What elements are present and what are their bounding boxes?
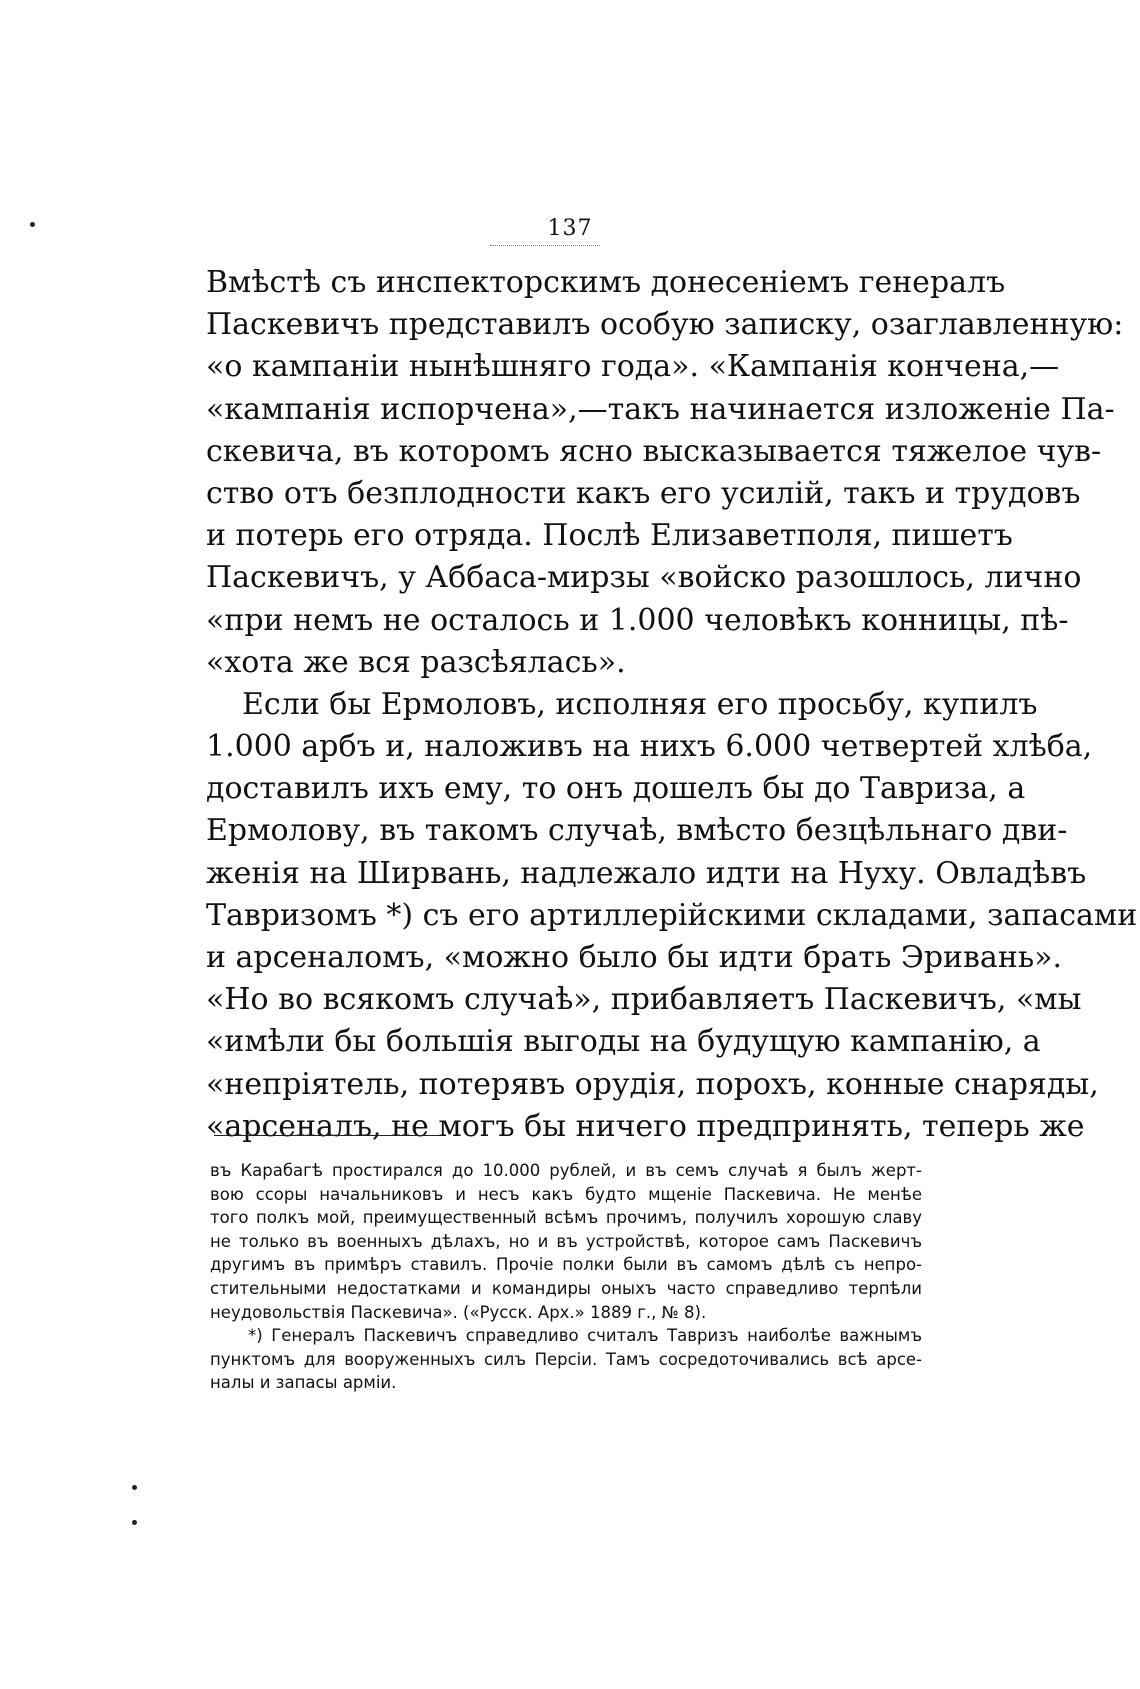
- text-line: Ермолову, въ такомъ случаѣ, вмѣсто безцѣльнаго дви-: [206, 813, 1068, 849]
- footnote-line: *) Генералъ Паскевичъ справедливо считалъ Тавризъ наиболѣе важнымъ: [248, 1326, 922, 1346]
- text-line: «кампанія испорчена»,—такъ начинается изложеніе Па-: [206, 391, 1115, 427]
- page-number: 137: [547, 216, 593, 241]
- text-line: скевича, въ которомъ ясно высказывается тяжелое чув-: [206, 433, 1102, 469]
- text-line: «имѣли бы большія выгоды на будущую кампанію, а: [206, 1024, 1041, 1060]
- footnote-line: стительными недостатками и командиры оныхъ часто справедливо терпѣли: [210, 1278, 922, 1298]
- footnote-line: того полкъ мой, преимущественный всѣмъ прочимъ, получилъ хорошую славу: [210, 1208, 922, 1228]
- text-line: Паскевичъ представилъ особую записку, озаглавленную:: [206, 307, 1124, 343]
- footnote-rule: [214, 1135, 442, 1136]
- text-line: «непріятель, потерявъ орудія, порохъ, конные снаряды,: [206, 1066, 1099, 1102]
- footnotes: [210, 1159, 922, 1395]
- footnote-line: не только въ военныхъ дѣлахъ, но и въ устройствѣ, которое самъ Паскевичъ: [210, 1231, 922, 1251]
- text-line: «о кампаніи нынѣшняго года». «Кампанія кончена,—: [206, 349, 1060, 385]
- text-line: Вмѣстѣ съ инспекторскимъ донесеніемъ генералъ: [206, 265, 1006, 300]
- text-line: доставилъ ихъ ему, то онъ дошелъ бы до Тавриза, а: [206, 771, 1026, 807]
- footnote-line: налы и запасы арміи.: [210, 1373, 397, 1393]
- footnote-line: неудовольствія Паскевича». («Русск. Арх.» 1889 г., № 8).: [210, 1302, 707, 1322]
- text-line: 1.000 арбъ и, наложивъ на нихъ 6.000 четвертей хлѣба,: [206, 729, 1093, 765]
- text-line: и арсеналомъ, «можно было бы идти брать Эривань».: [206, 940, 1063, 975]
- text-line: «Но во всякомъ случаѣ», прибавляетъ Паскевичъ, «мы: [206, 982, 1082, 1018]
- text-line: Паскевичъ, у Аббаса-мирзы «войско разошлось, лично: [206, 560, 1082, 596]
- text-line: Если бы Ермоловъ, исполняя его просьбу, купилъ: [242, 686, 1038, 722]
- scan-speck: [132, 1520, 137, 1525]
- footnote-line: вою ссоры начальниковъ и несъ какъ будто мщеніе Паскевича. Не менѣе: [210, 1184, 922, 1204]
- page-number-rule: [490, 245, 600, 246]
- text-line: ство отъ безплодности какъ его усилій, такъ и трудовъ: [206, 475, 1081, 511]
- footnote-line: другимъ въ примѣръ ставилъ. Прочіе полки были въ самомъ дѣлѣ съ непро-: [210, 1255, 922, 1275]
- footnote-line: въ Карабагѣ простирался до 10.000 рублей, и въ семъ случаѣ я былъ жерт-: [210, 1161, 922, 1180]
- scan-speck: [132, 1485, 137, 1490]
- text-line: Тавризомъ *) съ его артиллерійскими складами, запасами: [206, 897, 1138, 933]
- text-line: «хота же вся разсѣялась».: [206, 644, 626, 680]
- text-line: «при немъ не осталось и 1.000 человѣкъ конницы, пѣ-: [206, 602, 1069, 638]
- text-line: «арсеналъ, не могъ бы ничего предпринять, теперь же: [206, 1108, 1085, 1144]
- text-line: и потерь его отряда. Послѣ Елизаветполя, пишетъ: [206, 518, 1013, 554]
- main-text: [206, 262, 1138, 1148]
- text-line: женія на Ширвань, надлежало идти на Нуху. Овладѣвъ: [206, 855, 1087, 891]
- footnote-line: пунктомъ для вооруженныхъ силъ Персіи. Тамъ сосредоточивались всѣ арсе-: [210, 1349, 922, 1369]
